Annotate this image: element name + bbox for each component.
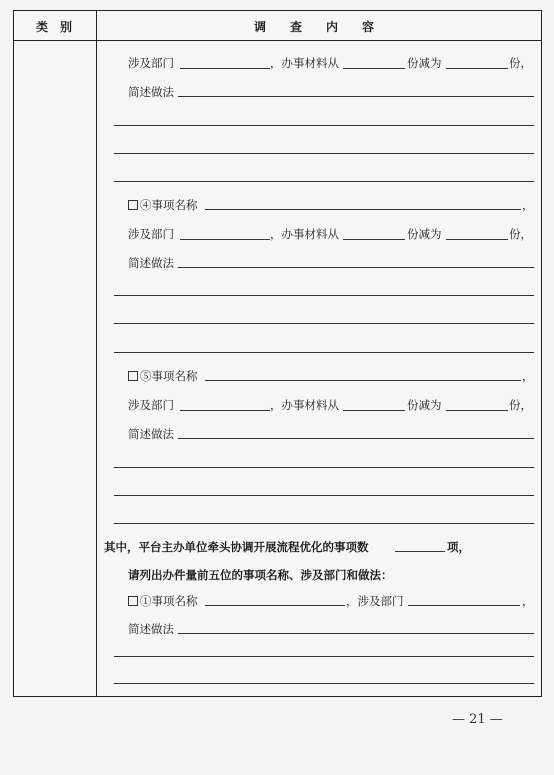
- item5-marker: ⑤: [140, 369, 152, 383]
- item1-name-field[interactable]: [205, 605, 345, 606]
- item4-row: [128, 197, 198, 213]
- answer-line[interactable]: [114, 495, 534, 496]
- item4-marker: ④: [140, 198, 152, 212]
- summary-line1: 其中，平台主办单位牵头协调开展流程优化的事项数: [104, 540, 369, 554]
- unit-label: 份，: [509, 398, 532, 412]
- answer-line[interactable]: [114, 181, 534, 182]
- materials-from-label: ，办事材料从: [270, 227, 339, 241]
- reduced-to-label: 份减为: [407, 398, 442, 412]
- dept-field[interactable]: [180, 68, 270, 69]
- item1-checkbox[interactable]: [128, 596, 138, 606]
- comma: ，: [522, 369, 534, 383]
- item5-checkbox[interactable]: [128, 371, 138, 381]
- reduced-to-label: 份减为: [407, 56, 442, 70]
- item4-checkbox[interactable]: [128, 200, 138, 210]
- answer-line[interactable]: [114, 467, 534, 468]
- answer-line[interactable]: [114, 656, 534, 657]
- reduced-to-field[interactable]: [446, 410, 508, 411]
- item1-row: [128, 593, 198, 609]
- dept-field[interactable]: [180, 410, 270, 411]
- reduced-to-field[interactable]: [446, 68, 508, 69]
- dept2-label: ，涉及部门: [346, 594, 404, 608]
- item4-name-field[interactable]: [205, 209, 521, 210]
- item1-marker: ①: [140, 594, 152, 608]
- describe-label: 简述做法: [128, 622, 174, 636]
- item-name-label: 事项名称: [151, 369, 198, 383]
- dept-label: 涉及部门: [128, 398, 174, 412]
- answer-line[interactable]: [114, 295, 534, 296]
- materials-from-field[interactable]: [343, 68, 405, 69]
- item-name-label: 事项名称: [151, 594, 198, 608]
- comma: ，: [522, 594, 534, 608]
- unit-label: 份，: [509, 56, 532, 70]
- header-divider: [14, 40, 541, 41]
- dept-field[interactable]: [180, 239, 270, 240]
- column-divider: [96, 11, 97, 696]
- answer-line[interactable]: [114, 523, 534, 524]
- describe-label: 简述做法: [128, 85, 174, 99]
- content-header: 调 查 内 容: [254, 20, 375, 34]
- describe-field[interactable]: [178, 633, 534, 634]
- materials-from-label: ，办事材料从: [270, 56, 339, 70]
- reduced-to-field[interactable]: [446, 239, 508, 240]
- dept-label: 涉及部门: [128, 227, 174, 241]
- dept-label: 涉及部门: [128, 56, 174, 70]
- comma: ，: [522, 198, 534, 212]
- answer-line[interactable]: [114, 323, 534, 324]
- materials-from-label: ，办事材料从: [270, 398, 339, 412]
- survey-table: [13, 10, 542, 697]
- answer-line[interactable]: [114, 153, 534, 154]
- page-number: — 21 —: [452, 712, 503, 727]
- materials-from-field[interactable]: [343, 410, 405, 411]
- summary-unit: 项，: [447, 540, 470, 554]
- describe-label: 简述做法: [128, 256, 174, 270]
- describe-field[interactable]: [178, 267, 534, 268]
- describe-field[interactable]: [178, 96, 534, 97]
- describe-field[interactable]: [178, 438, 534, 439]
- category-header: 类 别: [36, 20, 73, 34]
- reduced-to-label: 份减为: [407, 227, 442, 241]
- item5-name-field[interactable]: [205, 380, 521, 381]
- materials-from-field[interactable]: [343, 239, 405, 240]
- answer-line[interactable]: [114, 352, 534, 353]
- describe-label: 简述做法: [128, 427, 174, 441]
- unit-label: 份，: [509, 227, 532, 241]
- answer-line[interactable]: [114, 683, 534, 684]
- item5-row: [128, 368, 198, 384]
- answer-line[interactable]: [114, 125, 534, 126]
- item1-dept-field[interactable]: [408, 605, 520, 606]
- item-name-label: 事项名称: [151, 198, 198, 212]
- summary-line2: 请列出办件量前五位的事项名称、涉及部门和做法：: [128, 568, 393, 582]
- summary-count-field[interactable]: [395, 551, 445, 552]
